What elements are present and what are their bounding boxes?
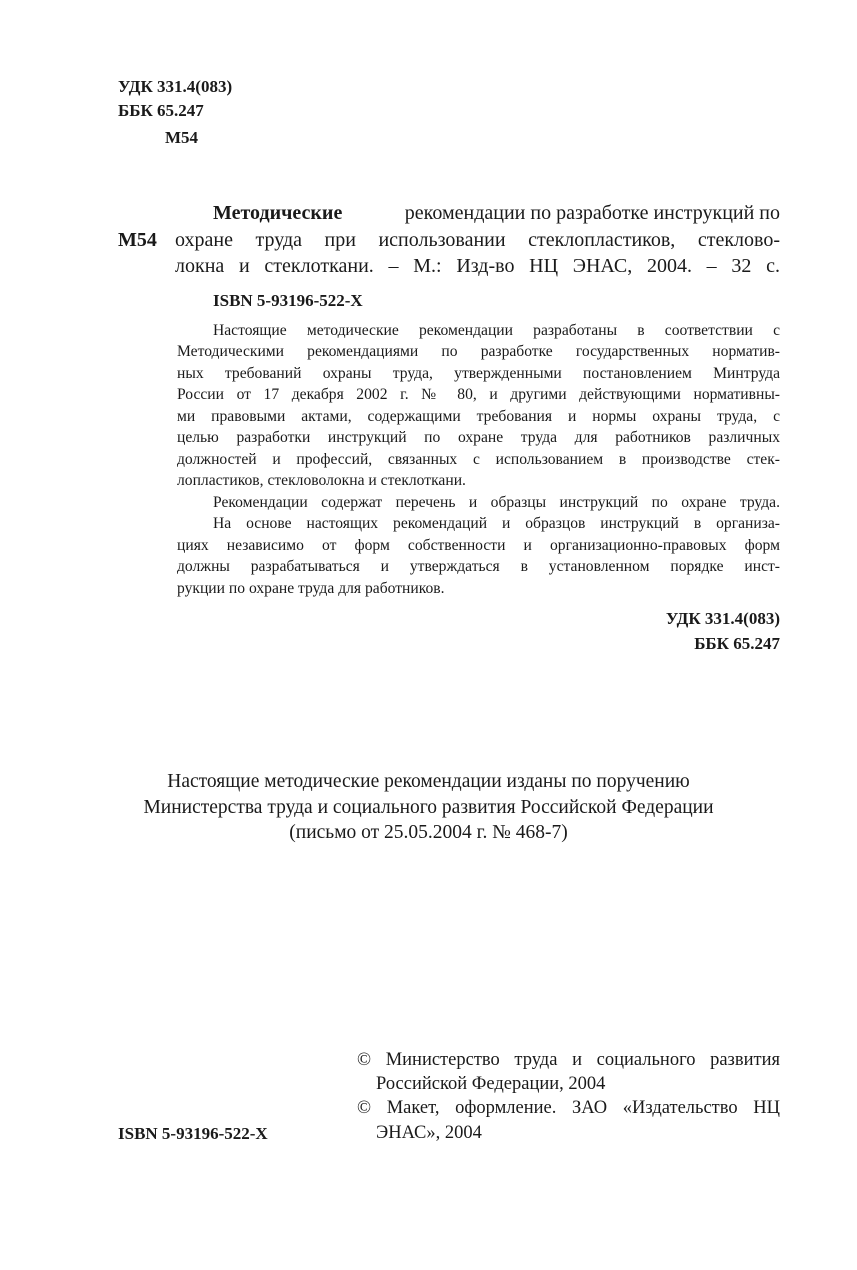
copyright-line: ЭНАС», 2004 (376, 1123, 482, 1143)
abstract-line: должны разрабатываться и утверждаться в установленном порядке инст- (177, 558, 780, 575)
bib-line: локна и стеклоткани. – М.: Изд-во НЦ ЭНАС, 2004. – 32 с. (175, 255, 780, 277)
abstract-line: ных требований охраны труда, утвержденными постановлением Минтруда (177, 365, 780, 382)
isbn-bottom: ISBN 5-93196-522-X (118, 1124, 268, 1143)
abstract-line: На основе настоящих рекомендаций и образцов инструкций в организа- (213, 515, 780, 532)
bib-line: охране труда при использовании стеклопластиков, стеклово- (175, 229, 780, 251)
copyright-line: © Министерство труда и социального развития (357, 1050, 780, 1070)
bib-title-line (213, 203, 780, 223)
abstract-line: лопластиков, стекловолокна и стеклоткани. (177, 472, 466, 489)
abstract-line: целью разработки инструкций по охране труда для работников различных (177, 429, 780, 446)
abstract-line: ми правовыми актами, содержащими требования и нормы охраны труда, с (177, 408, 780, 425)
abstract-line: Настоящие методические рекомендации разработаны в соответствии с (213, 322, 780, 339)
notice-line: Настоящие методические рекомендации изданы по поручению (167, 771, 690, 792)
udk-code-right: УДК 331.4(083) (665, 609, 780, 628)
abstract-line: рукции по охране труда для работников. (177, 580, 445, 597)
copyright-line: © Макет, оформление. ЗАО «Издательство НЦ (357, 1098, 780, 1118)
bbk-code: ББК 65.247 (118, 101, 204, 120)
abstract-line: должностей и профессий, связанных с использованием в производстве стек- (177, 451, 780, 468)
bbk-code-right: ББК 65.247 (694, 634, 780, 653)
isbn: ISBN 5-93196-522-X (213, 291, 363, 310)
bib-mark: М54 (118, 229, 157, 251)
notice-line: Министерства труда и социального развития Российской Федерации (143, 797, 714, 818)
abstract-line: Рекомендации содержат перечень и образцы инструкций по охране труда. (213, 494, 780, 511)
bib-title-bold: Методические (213, 202, 343, 224)
abstract-line: циях независимо от форм собственности и организационно-правовых форм (177, 537, 780, 554)
abstract-line: России от 17 декабря 2002 г. № 80, и другими действующими нормативны- (177, 386, 780, 403)
bib-line: рекомендации по разработке инструкций по (404, 202, 780, 224)
abstract-line: Методическими рекомендациями по разработке государственных норматив- (177, 343, 780, 360)
notice-line: (письмо от 25.05.2004 г. № 468-7) (289, 822, 568, 843)
author-mark: М54 (165, 128, 199, 147)
copyright-line: Российской Федерации, 2004 (376, 1074, 606, 1094)
udk-code: УДК 331.4(083) (118, 77, 233, 96)
